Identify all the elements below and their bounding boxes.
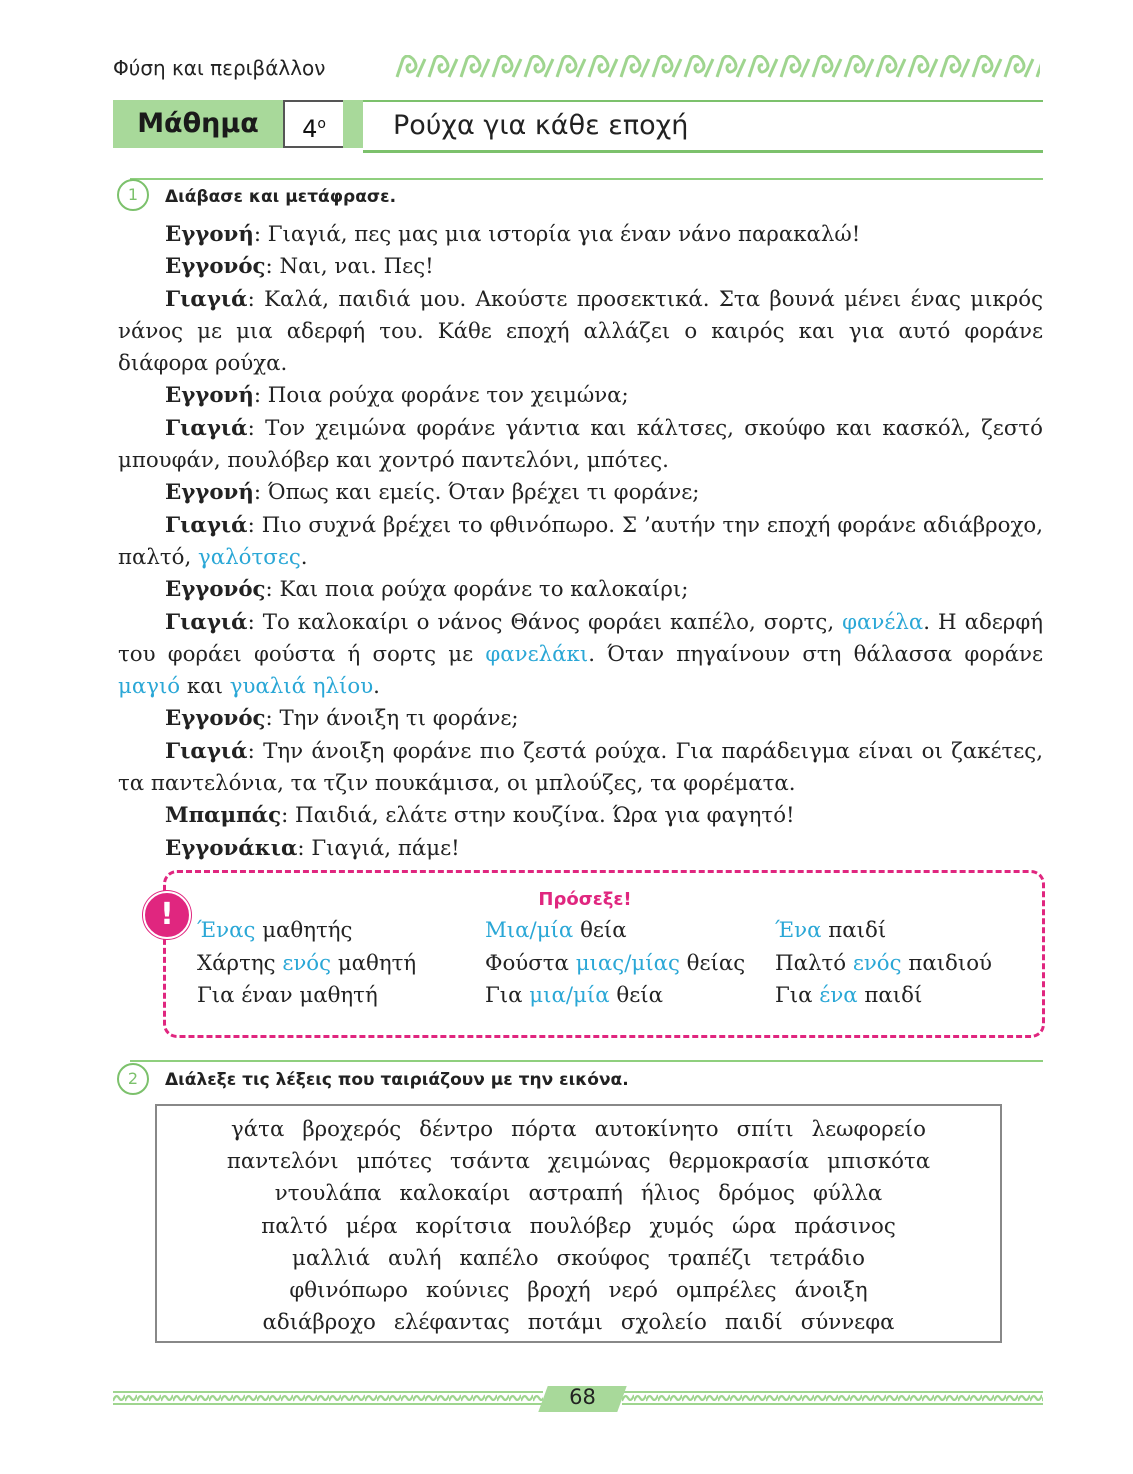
word-option[interactable]: πόρτα bbox=[511, 1117, 577, 1142]
dialogue-line bbox=[118, 736, 1043, 801]
attention-example bbox=[775, 915, 992, 948]
exercise-1-instruction: Διάβασε και μετάφρασε. bbox=[165, 187, 397, 207]
attention-example bbox=[197, 915, 416, 948]
example-text: Για bbox=[775, 983, 820, 1008]
word-option[interactable]: μπισκότα bbox=[827, 1149, 931, 1175]
footer-pattern-left bbox=[113, 1390, 543, 1406]
greek-wave-pattern bbox=[395, 55, 1040, 81]
word-option[interactable]: παντελόνι bbox=[226, 1149, 339, 1175]
example-text: Χάρτης bbox=[197, 950, 283, 976]
attention-example bbox=[485, 915, 745, 948]
word-option[interactable]: μέρα bbox=[345, 1213, 398, 1239]
speaker-name: Εγγονή bbox=[165, 480, 254, 506]
exercise-1-number: 1 bbox=[117, 179, 149, 211]
attention-title: Πρόσεξε! bbox=[538, 889, 632, 910]
example-text: Παλτό bbox=[775, 950, 853, 976]
word-option[interactable]: νερό bbox=[608, 1278, 658, 1304]
example-text: Για bbox=[485, 983, 530, 1008]
speaker-name: Εγγονή bbox=[165, 383, 254, 409]
dialogue-text-segment: και bbox=[180, 674, 230, 700]
exercise-1-divider bbox=[130, 178, 1043, 180]
dialogue-line bbox=[118, 510, 1043, 575]
dialogue-text-segment: . Η αδερφή του φοράει φούστα ή σορτς με bbox=[118, 609, 1043, 667]
highlighted-article: Μια/μία bbox=[485, 918, 574, 943]
word-option[interactable]: άνοιξη bbox=[794, 1278, 868, 1304]
attention-example bbox=[485, 948, 745, 981]
word-box bbox=[155, 1104, 1002, 1343]
speaker-name: Εγγονός bbox=[165, 577, 266, 603]
example-text: θεία bbox=[573, 918, 627, 943]
dialogue-text-segment: : Όπως και εμείς. Όταν βρέχει τι φοράνε; bbox=[253, 480, 700, 506]
word-row bbox=[157, 1307, 1000, 1339]
exercise-2-number: 2 bbox=[117, 1063, 149, 1095]
example-text: Για έναν μαθητή bbox=[197, 983, 378, 1008]
lesson-label: Μάθημα bbox=[113, 100, 283, 148]
word-option[interactable]: κούνιες bbox=[425, 1278, 510, 1304]
attention-example bbox=[485, 980, 745, 1013]
speaker-name: Γιαγιά bbox=[165, 415, 248, 441]
word-option[interactable]: καπέλο bbox=[459, 1245, 539, 1271]
dialogue-text-segment: . Όταν πηγαίνουν στη θάλασσα φοράνε bbox=[588, 641, 1043, 667]
word-option[interactable]: ήλιος bbox=[640, 1181, 701, 1207]
attention-example bbox=[775, 980, 992, 1013]
dialogue-line bbox=[118, 380, 1043, 412]
dialogue-text-segment: : Και ποια ρούχα φοράνε το καλοκαίρι; bbox=[265, 577, 689, 603]
section-title: Φύση και περιβάλλον bbox=[113, 56, 326, 80]
word-option[interactable]: τραπέζι bbox=[667, 1245, 752, 1271]
footer-pattern-right bbox=[622, 1390, 1043, 1406]
highlighted-article: Ένα bbox=[775, 918, 822, 943]
word-option[interactable]: βροχερός bbox=[302, 1117, 402, 1142]
page-number: 68 bbox=[569, 1385, 596, 1409]
word-option[interactable]: σκούφος bbox=[556, 1245, 650, 1271]
dialogue-text-segment: : Το καλοκαίρι ο νάνος Θάνος φοράει καπέλο, σορτς, bbox=[247, 609, 843, 635]
dialogue-line bbox=[118, 833, 1043, 865]
dialogue-text-segment: : Ποια ρούχα φοράνε τον χειμώνα; bbox=[253, 383, 629, 409]
speaker-name: Εγγονός bbox=[165, 706, 266, 732]
word-option[interactable]: ελέφαντας bbox=[393, 1310, 510, 1336]
dialogue-text-segment: : Την άνοιξη φοράνε πιο ζεστά ρούχα. Για παράδειγμα είναι οι ζακέτες, τα παντελόνια, τα τζιν πουκάμισα, οι μπλούζες, τα φορέματα. bbox=[118, 738, 1043, 797]
exercise-2-divider bbox=[130, 1060, 1043, 1062]
word-row bbox=[157, 1178, 1000, 1210]
word-option[interactable]: καλοκαίρι bbox=[399, 1181, 511, 1207]
attention-column-masculine bbox=[197, 915, 416, 1013]
example-text: παιδί bbox=[821, 918, 887, 943]
highlighted-article: ένα bbox=[819, 983, 858, 1008]
dialogue-text-segment: : Γιαγιά, πάμε! bbox=[297, 835, 460, 861]
word-option[interactable]: μαλλιά bbox=[292, 1245, 370, 1271]
dialogue-line bbox=[118, 413, 1043, 478]
word-option[interactable]: κορίτσια bbox=[415, 1213, 512, 1239]
example-text: μαθητής bbox=[255, 918, 353, 943]
speaker-name: Γιαγιά bbox=[165, 512, 248, 538]
dialogue-line bbox=[118, 800, 1043, 832]
word-row bbox=[157, 1114, 1000, 1146]
speaker-name: Γιαγιά bbox=[165, 286, 248, 312]
dialogue-text bbox=[118, 219, 1043, 865]
word-option[interactable]: παιδί bbox=[724, 1310, 783, 1336]
dialogue-text-segment: : Ναι, ναι. Πες! bbox=[265, 254, 434, 280]
dialogue-line bbox=[118, 284, 1043, 381]
dialogue-text-segment: : Καλά, παιδιά μου. Ακούστε προσεκτικά. Στα βουνά μένει ένας μικρός νάνος με μια αδερφή του. Κάθε εποχή αλλάζει ο καιρός και για αυτό φοράνε διάφορα ρούχα. bbox=[118, 286, 1043, 377]
word-option[interactable]: γάτα bbox=[231, 1117, 285, 1142]
dialogue-line bbox=[118, 607, 1043, 704]
exclamation-icon: ! bbox=[143, 891, 191, 939]
example-text: θεία bbox=[609, 983, 663, 1008]
highlighted-article: μιας/μίας bbox=[575, 950, 680, 976]
dialogue-line bbox=[118, 219, 1043, 251]
example-text: μαθητή bbox=[331, 950, 417, 976]
dialogue-line bbox=[118, 574, 1043, 606]
highlighted-word: γυαλιά ηλίου bbox=[229, 674, 374, 700]
word-option[interactable]: σπίτι bbox=[736, 1117, 794, 1142]
word-row bbox=[157, 1146, 1000, 1178]
word-option[interactable]: φθινόπωρο bbox=[289, 1278, 408, 1304]
dialogue-line bbox=[118, 251, 1043, 283]
word-option[interactable]: πράσινος bbox=[794, 1213, 896, 1239]
word-option[interactable]: χειμώνας bbox=[547, 1149, 651, 1175]
word-option[interactable]: αστραπή bbox=[528, 1181, 623, 1207]
example-text: Φούστα bbox=[485, 950, 576, 976]
attention-example bbox=[197, 980, 416, 1013]
word-option[interactable]: παλτό bbox=[261, 1213, 328, 1239]
highlighted-word: φανελάκι bbox=[485, 641, 589, 667]
dialogue-text-segment: : Γιαγιά, πες μας μια ιστορία για έναν νάνο παρακαλώ! bbox=[253, 222, 861, 247]
speaker-name: Εγγονή bbox=[165, 222, 254, 247]
example-text: παιδί bbox=[857, 983, 923, 1008]
word-option[interactable]: σχολείο bbox=[620, 1310, 707, 1336]
attention-column-feminine bbox=[485, 915, 745, 1013]
word-option[interactable]: ντουλάπα bbox=[274, 1181, 382, 1207]
dialogue-text-segment: : Την άνοιξη τι φοράνε; bbox=[265, 706, 519, 732]
speaker-name: Εγγονάκια bbox=[165, 835, 298, 861]
word-option[interactable]: ώρα bbox=[731, 1213, 777, 1239]
attention-column-neuter bbox=[775, 915, 992, 1013]
lesson-title-container bbox=[363, 100, 1043, 153]
lesson-title: Ρούχα για κάθε εποχή bbox=[393, 110, 689, 141]
highlighted-word: φανέλα bbox=[842, 609, 924, 635]
word-option[interactable]: τετράδιο bbox=[769, 1245, 865, 1271]
word-option[interactable]: αυλή bbox=[387, 1245, 442, 1271]
dialogue-line bbox=[118, 703, 1043, 735]
speaker-name: Γιαγιά bbox=[165, 738, 248, 764]
word-list bbox=[157, 1114, 1000, 1339]
exercise-2-instruction: Διάλεξε τις λέξεις που ταιριάζουν με την εικόνα. bbox=[165, 1070, 629, 1090]
word-option[interactable]: σύννεφα bbox=[800, 1310, 895, 1336]
dialogue-text-segment: . bbox=[300, 544, 308, 570]
word-option[interactable]: θερμοκρασία bbox=[668, 1149, 810, 1175]
dialogue-text-segment: : Πιο συχνά βρέχει το φθινόπωρο. Σ ’αυτήν την εποχή φοράνε αδιάβροχο, παλτό, bbox=[118, 512, 1043, 570]
speaker-name: Μπαμπάς bbox=[165, 803, 282, 829]
word-option[interactable]: ομπρέλες bbox=[675, 1278, 777, 1304]
highlighted-article: μια/μία bbox=[529, 983, 610, 1008]
word-option[interactable]: δέντρο bbox=[419, 1117, 494, 1142]
attention-example bbox=[775, 948, 992, 981]
word-option[interactable]: λεωφορείο bbox=[811, 1117, 926, 1142]
highlighted-word: γαλότσες bbox=[198, 544, 301, 570]
highlighted-word: μαγιό bbox=[118, 674, 181, 700]
example-text: θείας bbox=[679, 950, 746, 976]
word-option[interactable]: βροχή bbox=[527, 1278, 591, 1304]
example-text: παιδιού bbox=[901, 950, 993, 976]
word-option[interactable]: αυτοκίνητο bbox=[594, 1117, 719, 1142]
dialogue-text-segment: : Παιδιά, ελάτε στην κουζίνα. Ώρα για φαγητό! bbox=[281, 803, 795, 829]
speaker-name: Γιαγιά bbox=[165, 609, 248, 635]
word-row bbox=[157, 1275, 1000, 1307]
dialogue-text-segment: . bbox=[373, 674, 380, 700]
attention-example bbox=[197, 948, 416, 981]
word-option[interactable]: ποτάμι bbox=[527, 1310, 603, 1336]
speaker-name: Εγγονός bbox=[165, 254, 266, 280]
dialogue-text-segment: : Τον χειμώνα φοράνε γάντια και κάλτσες, σκούφο και κασκόλ, ζεστό μπουφάν, πουλόβερ και χοντρό παντελόνι, μπότες. bbox=[118, 415, 1043, 474]
highlighted-article: Ένας bbox=[197, 918, 256, 943]
word-option[interactable]: φύλλα bbox=[812, 1181, 883, 1207]
highlighted-article: ενός bbox=[282, 950, 332, 976]
word-row bbox=[157, 1243, 1000, 1275]
word-option[interactable]: δρόμος bbox=[718, 1181, 795, 1207]
dialogue-line bbox=[118, 477, 1043, 509]
word-option[interactable]: αδιάβροχο bbox=[262, 1310, 376, 1336]
lesson-header bbox=[113, 100, 1043, 148]
lesson-number: $4^o$ bbox=[283, 100, 345, 148]
word-option[interactable]: μπότες bbox=[356, 1149, 433, 1175]
word-option[interactable]: πουλόβερ bbox=[529, 1213, 632, 1239]
word-row bbox=[157, 1211, 1000, 1243]
word-option[interactable]: τσάντα bbox=[450, 1149, 530, 1175]
word-option[interactable]: χυμός bbox=[649, 1213, 714, 1239]
lesson-separator bbox=[343, 100, 363, 148]
highlighted-article: ενός bbox=[852, 950, 902, 976]
